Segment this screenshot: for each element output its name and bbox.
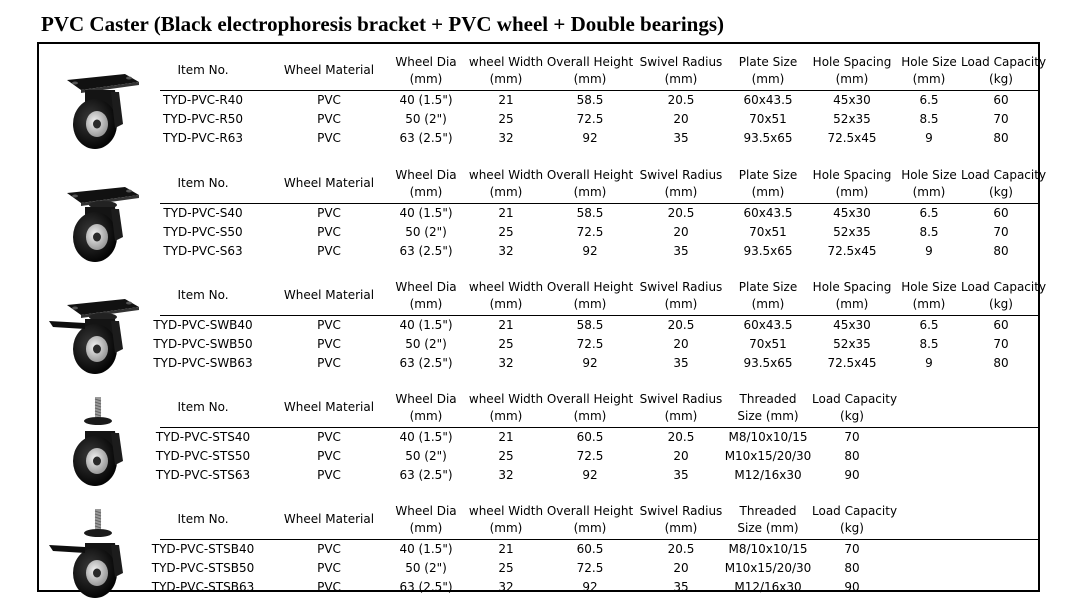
header-line: Swivel Radius [639,280,723,294]
table-cell-hole-spacing: 52x35 [833,337,871,351]
table-cell-swivel-radius: 20.5 [667,542,695,556]
header-line: Overall Height [546,168,634,182]
table-cell-load-capacity: 80 [844,561,860,575]
table-cell-hole-size: 8.5 [919,225,939,239]
header-line: (kg) [840,409,864,423]
table-cell-threaded: M12/16x30 [734,580,802,594]
column-header-wheel-material: Wheel Material [283,176,375,190]
table-cell-overall-height: 72.5 [576,337,604,351]
table-cell-hole-spacing: 52x35 [833,112,871,126]
column-header-hole-size [897,54,961,88]
header-line: Plate Size [738,168,798,182]
header-line: wheel Width [468,55,544,69]
column-header-item-no: Item No. [177,288,229,302]
table-cell-wheel-material: PVC [317,93,341,107]
header-line: Size (mm) [737,521,799,535]
table-cell-wheel-dia: 40 (1.5") [399,318,453,332]
table-cell-wheel-width: 25 [498,337,514,351]
product-table-frame [37,42,1047,594]
table-cell-threaded: M12/16x30 [734,468,802,482]
table-cell-swivel-radius: 35 [673,580,689,594]
table-cell-wheel-material: PVC [317,206,341,220]
column-header-load-capacity [961,54,1047,88]
header-line: Load Capacity [961,55,1047,69]
product-section [39,497,1040,609]
table-cell-hole-size: 6.5 [919,206,939,220]
header-line: (mm) [573,185,607,199]
header-line: (kg) [840,521,864,535]
column-header-load-capacity [961,279,1047,313]
header-line: Plate Size [738,55,798,69]
table-cell-wheel-material: PVC [317,561,341,575]
threaded-stem-caster-with-brake-icon [45,505,151,601]
column-header-item-no: Item No. [177,512,229,526]
table-cell-hole-size: 8.5 [919,112,939,126]
table-cell-wheel-dia: 50 (2") [405,112,447,126]
header-line: Load Capacity [961,168,1047,182]
table-cell-plate-size: 93.5x65 [743,244,793,258]
header-line: Load Capacity [961,280,1047,294]
table-cell-wheel-width: 25 [498,561,514,575]
header-line: Overall Height [546,280,634,294]
table-cell-hole-spacing: 45x30 [833,206,871,220]
table-cell-hole-spacing: 45x30 [833,318,871,332]
column-header-wheel-dia [391,279,461,313]
column-header-load-capacity [812,503,898,537]
column-header-overall-height [545,279,635,313]
table-cell-swivel-radius: 20.5 [667,430,695,444]
table-cell-wheel-width: 25 [498,449,514,463]
header-line: (mm) [664,521,698,535]
table-cell-item-no: TYD-PVC-SWB50 [153,337,253,351]
table-cell-wheel-material: PVC [317,131,341,145]
header-line: Hole Spacing [812,168,892,182]
header-line: (kg) [989,185,1013,199]
header-line: (mm) [573,521,607,535]
table-cell-overall-height: 92 [582,580,598,594]
threaded-stem-caster-icon [45,393,151,489]
table-cell-wheel-material: PVC [317,337,341,351]
header-line: (mm) [489,409,523,423]
column-header-load-capacity [961,167,1047,201]
table-cell-hole-spacing: 45x30 [833,93,871,107]
header-line: Wheel Dia [395,504,457,518]
column-header-swivel-radius [639,279,723,313]
column-header-swivel-radius [639,503,723,537]
table-cell-load-capacity: 90 [844,580,860,594]
table-cell-overall-height: 72.5 [576,561,604,575]
table-cell-wheel-material: PVC [317,449,341,463]
table-cell-plate-size: 70x51 [749,337,787,351]
table-cell-wheel-dia: 50 (2") [405,561,447,575]
table-cell-wheel-width: 32 [498,468,514,482]
table-cell-threaded: M8/10x10/15 [728,430,808,444]
header-line: (mm) [751,297,785,311]
column-header-overall-height [545,167,635,201]
header-line: (mm) [751,185,785,199]
header-line: Hole Size [901,55,957,69]
table-cell-load-capacity: 80 [993,244,1009,258]
table-cell-threaded: M10x15/20/30 [724,449,812,463]
table-cell-plate-size: 60x43.5 [743,318,793,332]
table-cell-load-capacity: 70 [844,542,860,556]
table-cell-overall-height: 92 [582,468,598,482]
product-section [39,48,1047,160]
table-cell-item-no: TYD-PVC-R50 [163,112,243,126]
header-line: (mm) [751,72,785,86]
table-cell-plate-size: 60x43.5 [743,93,793,107]
table-cell-hole-size: 6.5 [919,318,939,332]
column-header-threaded [723,503,813,537]
column-header-wheel-dia [391,503,461,537]
header-line: Wheel Dia [395,392,457,406]
table-cell-item-no: TYD-PVC-SWB63 [153,356,253,370]
column-header-plate-size [728,279,808,313]
column-header-swivel-radius [639,391,723,425]
column-header-swivel-radius [639,167,723,201]
table-cell-wheel-dia: 50 (2") [405,449,447,463]
header-line: (mm) [489,297,523,311]
table-cell-overall-height: 58.5 [576,206,604,220]
header-line: (mm) [409,409,443,423]
column-header-wheel-width [466,54,546,88]
table-cell-hole-spacing: 52x35 [833,225,871,239]
header-line: Hole Spacing [812,55,892,69]
column-header-wheel-width [466,503,546,537]
table-cell-swivel-radius: 20.5 [667,93,695,107]
header-line: Threaded [739,392,797,406]
table-cell-wheel-dia: 40 (1.5") [399,430,453,444]
table-cell-hole-spacing: 72.5x45 [827,131,877,145]
table-cell-swivel-radius: 35 [673,131,689,145]
header-line: (mm) [664,297,698,311]
table-cell-wheel-dia: 50 (2") [405,225,447,239]
table-cell-wheel-material: PVC [317,244,341,258]
table-cell-wheel-width: 21 [498,318,514,332]
table-cell-plate-size: 93.5x65 [743,356,793,370]
header-line: (mm) [664,185,698,199]
table-cell-wheel-width: 21 [498,430,514,444]
header-line: (mm) [489,72,523,86]
table-cell-wheel-dia: 63 (2.5") [399,131,453,145]
rigid-plate-caster-icon [45,56,151,152]
table-cell-item-no: TYD-PVC-S50 [163,225,243,239]
table-cell-overall-height: 92 [582,244,598,258]
table-cell-load-capacity: 90 [844,468,860,482]
table-cell-overall-height: 92 [582,131,598,145]
table-cell-item-no: TYD-PVC-STS63 [155,468,251,482]
table-cell-swivel-radius: 20 [673,225,689,239]
header-line: Swivel Radius [639,55,723,69]
header-line: Overall Height [546,392,634,406]
column-header-hole-spacing [812,279,892,313]
table-cell-threaded: M10x15/20/30 [724,561,812,575]
table-cell-load-capacity: 80 [993,131,1009,145]
swivel-plate-caster-icon [45,169,151,265]
header-line: Hole Size [901,280,957,294]
header-line: Wheel Dia [395,280,457,294]
column-header-item-no: Item No. [177,176,229,190]
table-cell-hole-size: 8.5 [919,337,939,351]
column-header-wheel-dia [391,54,461,88]
table-cell-wheel-width: 21 [498,542,514,556]
column-header-threaded [723,391,813,425]
column-header-overall-height [545,54,635,88]
table-cell-wheel-dia: 63 (2.5") [399,356,453,370]
header-line: (kg) [989,72,1013,86]
table-cell-overall-height: 60.5 [576,430,604,444]
table-cell-swivel-radius: 20 [673,337,689,351]
column-header-plate-size [728,167,808,201]
column-header-wheel-width [466,391,546,425]
header-line: Swivel Radius [639,168,723,182]
table-cell-wheel-material: PVC [317,580,341,594]
table-cell-wheel-dia: 63 (2.5") [399,244,453,258]
table-cell-load-capacity: 60 [993,93,1009,107]
header-line: (kg) [989,297,1013,311]
column-header-hole-spacing [812,54,892,88]
table-cell-item-no: TYD-PVC-STSB40 [151,542,255,556]
header-line: Threaded [739,504,797,518]
table-cell-wheel-width: 32 [498,580,514,594]
header-line: (mm) [409,72,443,86]
table-cell-load-capacity: 80 [993,356,1009,370]
header-line: (mm) [489,185,523,199]
column-header-hole-size [897,167,961,201]
table-cell-wheel-dia: 63 (2.5") [399,580,453,594]
table-cell-plate-size: 93.5x65 [743,131,793,145]
column-header-load-capacity [812,391,898,425]
table-cell-hole-spacing: 72.5x45 [827,356,877,370]
table-cell-swivel-radius: 20.5 [667,206,695,220]
table-cell-wheel-dia: 40 (1.5") [399,542,453,556]
table-cell-item-no: TYD-PVC-SWB40 [153,318,253,332]
swivel-plate-caster-with-brake-icon [45,281,151,377]
column-header-overall-height [545,391,635,425]
table-cell-wheel-material: PVC [317,112,341,126]
table-cell-load-capacity: 70 [993,225,1009,239]
table-cell-load-capacity: 60 [993,318,1009,332]
header-line: Wheel Dia [395,55,457,69]
column-header-hole-size [897,279,961,313]
header-line: (mm) [835,297,869,311]
table-cell-item-no: TYD-PVC-S63 [163,244,243,258]
table-cell-swivel-radius: 20.5 [667,318,695,332]
table-cell-item-no: TYD-PVC-STS50 [155,449,251,463]
table-cell-wheel-dia: 40 (1.5") [399,206,453,220]
header-line: wheel Width [468,392,544,406]
table-cell-swivel-radius: 35 [673,244,689,258]
table-cell-overall-height: 72.5 [576,449,604,463]
header-line: Hole Size [901,168,957,182]
column-header-item-no: Item No. [177,63,229,77]
table-cell-swivel-radius: 35 [673,468,689,482]
table-cell-wheel-width: 32 [498,356,514,370]
header-line: Overall Height [546,55,634,69]
header-line: Overall Height [546,504,634,518]
table-cell-load-capacity: 70 [844,430,860,444]
product-section [39,385,1040,497]
table-cell-wheel-width: 25 [498,112,514,126]
table-cell-wheel-width: 25 [498,225,514,239]
column-header-wheel-width [466,279,546,313]
table-cell-overall-height: 60.5 [576,542,604,556]
table-cell-wheel-material: PVC [317,318,341,332]
column-header-wheel-material: Wheel Material [283,63,375,77]
header-line: Hole Spacing [812,280,892,294]
table-cell-load-capacity: 60 [993,206,1009,220]
header-line: Load Capacity [812,392,898,406]
column-header-wheel-material: Wheel Material [283,400,375,414]
table-cell-threaded: M8/10x10/15 [728,542,808,556]
column-header-overall-height [545,503,635,537]
table-cell-wheel-material: PVC [317,542,341,556]
column-header-swivel-radius [639,54,723,88]
table-cell-hole-size: 9 [925,131,933,145]
header-line: Plate Size [738,280,798,294]
table-cell-wheel-width: 21 [498,93,514,107]
table-cell-wheel-dia: 50 (2") [405,337,447,351]
table-cell-plate-size: 60x43.5 [743,206,793,220]
header-line: (mm) [573,72,607,86]
table-cell-item-no: TYD-PVC-S40 [163,206,243,220]
column-header-wheel-width [466,167,546,201]
header-line: wheel Width [468,280,544,294]
table-cell-hole-size: 9 [925,356,933,370]
table-cell-overall-height: 58.5 [576,318,604,332]
table-cell-wheel-width: 21 [498,206,514,220]
header-line: (mm) [409,297,443,311]
table-cell-hole-spacing: 72.5x45 [827,244,877,258]
column-header-plate-size [728,54,808,88]
table-cell-wheel-width: 32 [498,131,514,145]
table-cell-wheel-material: PVC [317,430,341,444]
header-line: Size (mm) [737,409,799,423]
table-cell-hole-size: 9 [925,244,933,258]
table-cell-plate-size: 70x51 [749,112,787,126]
header-line: (mm) [573,409,607,423]
table-cell-hole-size: 6.5 [919,93,939,107]
page-title: PVC Caster (Black electrophoresis bracket + PVC wheel + Double bearings) [41,12,725,36]
table-cell-overall-height: 72.5 [576,112,604,126]
header-line: (mm) [835,185,869,199]
column-header-wheel-material: Wheel Material [283,512,375,526]
table-cell-item-no: TYD-PVC-R40 [163,93,243,107]
header-line: (mm) [409,185,443,199]
header-line: (mm) [664,409,698,423]
product-section [39,273,1047,385]
table-cell-item-no: TYD-PVC-STSB50 [151,561,255,575]
column-header-hole-spacing [812,167,892,201]
table-cell-overall-height: 92 [582,356,598,370]
column-header-wheel-dia [391,167,461,201]
header-line: (mm) [912,72,946,86]
table-cell-overall-height: 72.5 [576,225,604,239]
table-cell-swivel-radius: 20 [673,112,689,126]
header-line: (mm) [573,297,607,311]
table-cell-item-no: TYD-PVC-STSB63 [151,580,255,594]
table-cell-wheel-material: PVC [317,356,341,370]
table-cell-item-no: TYD-PVC-STS40 [155,430,251,444]
table-cell-swivel-radius: 20 [673,561,689,575]
header-line: (mm) [489,521,523,535]
table-cell-wheel-material: PVC [317,468,341,482]
product-section [39,161,1047,273]
table-cell-plate-size: 70x51 [749,225,787,239]
table-cell-swivel-radius: 20 [673,449,689,463]
header-line: (mm) [912,185,946,199]
table-cell-wheel-dia: 63 (2.5") [399,468,453,482]
header-line: Swivel Radius [639,392,723,406]
table-cell-wheel-width: 32 [498,244,514,258]
column-header-item-no: Item No. [177,400,229,414]
column-header-wheel-material: Wheel Material [283,288,375,302]
table-cell-load-capacity: 80 [844,449,860,463]
table-cell-load-capacity: 70 [993,112,1009,126]
table-cell-load-capacity: 70 [993,337,1009,351]
table-cell-swivel-radius: 35 [673,356,689,370]
header-line: (mm) [835,72,869,86]
header-line: Wheel Dia [395,168,457,182]
header-line: Swivel Radius [639,504,723,518]
header-line: wheel Width [468,168,544,182]
table-cell-item-no: TYD-PVC-R63 [163,131,243,145]
header-line: Load Capacity [812,504,898,518]
table-cell-overall-height: 58.5 [576,93,604,107]
table-cell-wheel-material: PVC [317,225,341,239]
header-line: wheel Width [468,504,544,518]
header-line: (mm) [664,72,698,86]
table-cell-wheel-dia: 40 (1.5") [399,93,453,107]
header-line: (mm) [409,521,443,535]
column-header-wheel-dia [391,391,461,425]
header-line: (mm) [912,297,946,311]
